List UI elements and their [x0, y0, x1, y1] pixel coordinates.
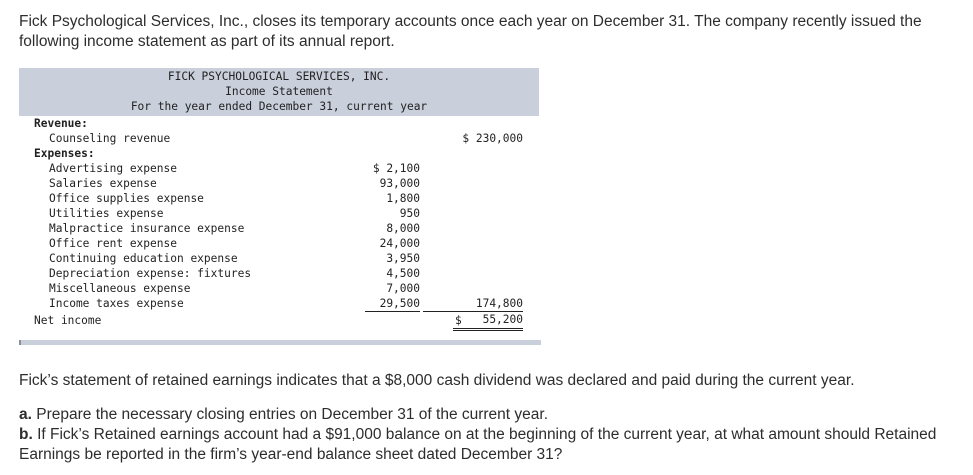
net-income-dollar-sign: $	[455, 314, 462, 327]
expense-list	[19, 161, 539, 311]
question-a	[19, 405, 959, 425]
expense-amount: 7,000	[386, 282, 420, 295]
question-b-prefix: b.	[19, 426, 33, 443]
expense-label: Continuing education expense	[49, 252, 238, 265]
revenue-item-label: Counseling revenue	[49, 132, 171, 145]
expense-label: Depreciation expense: fixtures	[49, 267, 252, 280]
expense-row	[19, 176, 539, 191]
revenue-label: Revenue:	[34, 117, 88, 130]
expense-amount: 4,500	[386, 267, 420, 280]
expense-row	[19, 251, 539, 266]
expense-label: Malpractice insurance expense	[49, 222, 245, 235]
expense-row	[19, 281, 539, 296]
statement-title: Income Statement	[225, 85, 333, 98]
expense-row	[19, 296, 539, 311]
question-b	[19, 425, 959, 465]
expense-row	[19, 191, 539, 206]
expense-label: Utilities expense	[49, 207, 164, 220]
expense-amount: 8,000	[386, 222, 420, 235]
expense-row	[19, 221, 539, 236]
net-income-row	[19, 311, 539, 331]
revenue-heading-row	[19, 116, 539, 131]
revenue-total: $ 230,000	[462, 132, 523, 145]
expense-amount: 29,500	[365, 296, 420, 312]
expense-row	[19, 236, 539, 251]
total-expenses-amount: 174,800	[423, 296, 523, 312]
expense-amount: 24,000	[379, 237, 420, 250]
statement-period: For the year ended December 31, current year	[130, 100, 428, 113]
company-name: FICK PSYCHOLOGICAL SERVICES, INC.	[167, 70, 391, 83]
expense-amount: 1,800	[386, 192, 420, 205]
dividend-note: Fick’s statement of retained earnings indicates that a $8,000 cash dividend was declared and paid during the current year.	[19, 372, 855, 389]
intro-paragraph: Fick Psychological Services, Inc., closes its temporary accounts once each year on December 31. The company recently issued the following income statement as part of its annual report.	[19, 13, 922, 50]
expense-label: Salaries expense	[49, 177, 157, 190]
expense-row	[19, 161, 539, 176]
revenue-row	[19, 131, 539, 146]
expense-amount: $ 2,100	[372, 162, 420, 175]
expenses-label: Expenses:	[34, 147, 95, 160]
question-b-text: If Fick’s Retained earnings account had a $91,000 balance on at the beginning of the current year, at what amount should Retained Earnings be reported in the firm’s year-end balance sheet dated December 31?	[19, 426, 937, 463]
expense-label: Miscellaneous expense	[49, 282, 191, 295]
net-income-amount: 55,200	[453, 311, 523, 331]
expense-row	[19, 206, 539, 221]
expense-amount: 3,950	[386, 252, 420, 265]
question-a-prefix: a.	[19, 406, 32, 423]
expense-label: Advertising expense	[49, 162, 177, 175]
expenses-heading-row	[19, 146, 539, 161]
expense-amount: 93,000	[379, 177, 420, 190]
expense-label: Income taxes expense	[49, 297, 184, 310]
expense-label: Office rent expense	[49, 237, 177, 250]
expense-amount: 950	[399, 207, 420, 220]
question-a-text: Prepare the necessary closing entries on December 31 of the current year.	[31, 406, 549, 423]
net-income-label: Net income	[34, 314, 102, 327]
expense-row	[19, 266, 539, 281]
expense-label: Office supplies expense	[49, 192, 204, 205]
statement-header	[19, 68, 539, 116]
statement-footer-bar	[19, 340, 541, 345]
income-statement	[19, 68, 539, 331]
